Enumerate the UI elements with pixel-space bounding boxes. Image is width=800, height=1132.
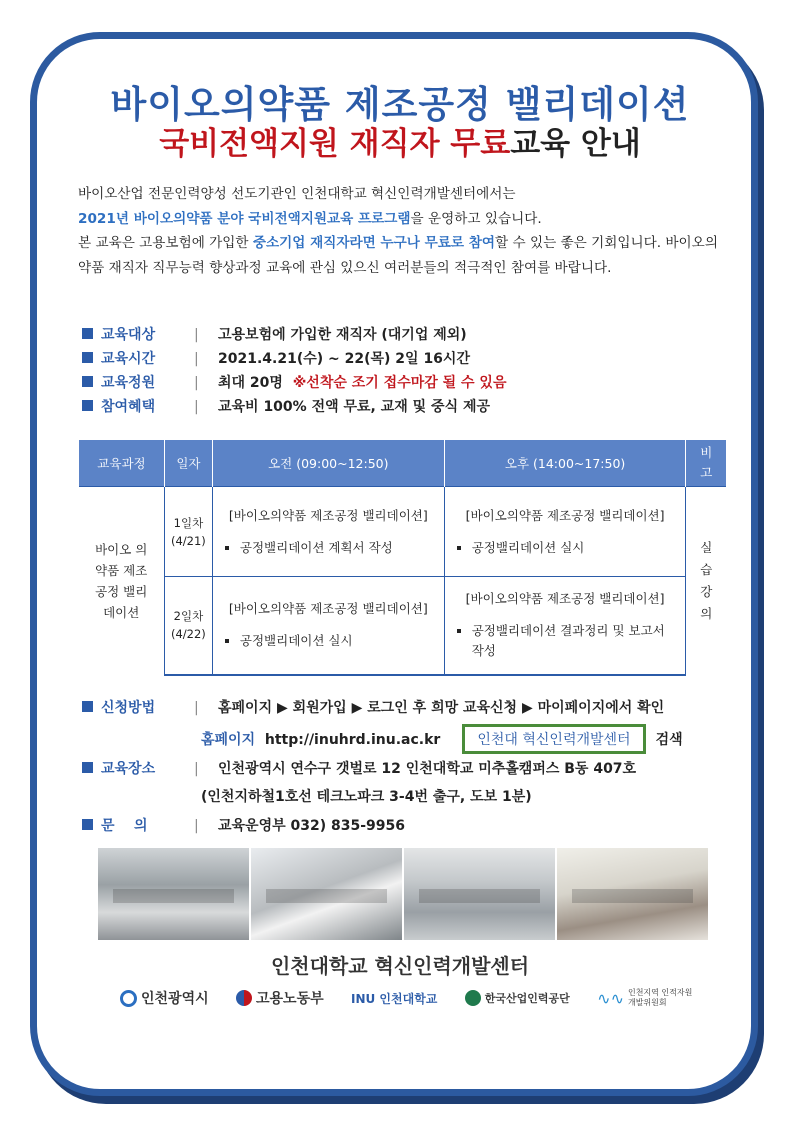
- pm-heading: [바이오의약품 제조공정 밸리데이션]: [465, 507, 665, 523]
- pm-heading: [바이오의약품 제조공정 밸리데이션]: [465, 591, 665, 607]
- place-directions: (인천지하철1호선 테크노파크 3-4번 출구, 도보 1분): [201, 789, 532, 805]
- wave-icon: ∿∿: [597, 988, 624, 1008]
- page-title: 바이오의약품 제조공정 밸리데이션: [110, 83, 690, 126]
- logo-inu: [351, 990, 437, 1007]
- table-row: [79, 577, 727, 675]
- place-address: 인천광역시 연수구 갯벌로 12 인천대학교 미추홀캠퍼스 B동 407호: [218, 761, 637, 777]
- day-label: 2일차: [173, 609, 204, 624]
- info-value: 고용보험에 가입한 재직자 (대기업 제외): [218, 327, 467, 343]
- bullet-square-icon: [82, 762, 93, 773]
- bullet-square-icon: [82, 400, 93, 411]
- bullet-square-icon: [82, 819, 93, 830]
- pm-cell: [444, 487, 686, 577]
- intro-program-name: 2021년 바이오의약품 분야 국비전액지원교육 프로그램: [78, 210, 411, 227]
- footer-organization: 인천대학교 혁신인력개발센터: [270, 954, 530, 978]
- bullet-square-icon: [82, 352, 93, 363]
- table-header-row: [79, 440, 727, 487]
- day-label: 1일차: [173, 515, 204, 530]
- info-capacity: [82, 372, 506, 392]
- schedule-table: [78, 440, 726, 676]
- header-course: 교육과정: [79, 440, 165, 487]
- apply-steps: 홈페이지 ▶ 회원가입 ▶ 로그인 후 희망 교육신청 ▶ 마이페이지에서 확인: [218, 700, 665, 716]
- apply-method: [82, 697, 664, 717]
- taegeuk-icon: [236, 990, 252, 1006]
- page-subtitle: [0, 118, 800, 163]
- separator: |: [194, 375, 199, 391]
- logo-rsc: [597, 988, 700, 1008]
- separator: |: [194, 399, 199, 415]
- homepage-label: 홈페이지: [201, 732, 256, 748]
- am-heading: [바이오의약품 제조공정 밸리데이션]: [228, 507, 428, 523]
- bullet-square-icon: [82, 701, 93, 712]
- header-am: 오전 (09:00~12:50): [212, 440, 444, 487]
- info-target: [82, 324, 467, 344]
- separator: |: [194, 327, 199, 343]
- hrd-korea-icon: [465, 990, 481, 1006]
- separator: |: [194, 818, 199, 834]
- info-note: ※선착순 조기 접수마감 될 수 있음: [292, 375, 507, 391]
- contact-value: 교육운영부 032) 835-9956: [218, 818, 405, 834]
- separator: |: [194, 351, 199, 367]
- logo-ministry: [236, 988, 324, 1008]
- bullet-square-icon: [82, 328, 93, 339]
- intro-paragraph: [78, 182, 726, 280]
- bullet-square-icon: [82, 376, 93, 387]
- partner-logos: [120, 988, 700, 1008]
- search-keyword-box: 인천대 혁신인력개발센터: [462, 724, 645, 754]
- pm-item: ▪ 공정밸리데이션 결과정리 및 보고서 작성: [472, 621, 677, 661]
- facility-photos: [98, 848, 710, 940]
- place-label: 교육장소: [101, 761, 156, 777]
- info-label: 참여혜택: [101, 399, 156, 415]
- logo-text: 고용노동부: [256, 991, 324, 1007]
- intro-line-2: [78, 207, 726, 232]
- intro-line-3-pre: 본 교육은 고용보험에 가입한: [78, 235, 253, 251]
- logo-incheon-city: [120, 988, 209, 1008]
- subtitle-highlight: 국비전액지원 재직자 무료: [159, 126, 511, 162]
- info-value: 2021.4.21(수) ~ 22(목) 2일 16시간: [218, 351, 470, 367]
- am-cell: [212, 577, 444, 675]
- info-value: 최대 20명: [218, 375, 283, 391]
- contact: [82, 815, 405, 835]
- separator: |: [194, 700, 199, 716]
- pm-item: ▪ 공정밸리데이션 실시: [472, 538, 677, 558]
- search-word: 검색: [655, 732, 683, 748]
- classroom-photo: [404, 848, 557, 940]
- intro-line-2-rest: 을 운영하고 있습니다.: [410, 210, 542, 227]
- remark-cell: 실습 강의: [686, 487, 726, 675]
- header-pm: 오후 (14:00~17:50): [444, 440, 686, 487]
- logo-hrd-korea: [465, 990, 570, 1006]
- am-item: ▪ 공정밸리데이션 계획서 작성: [240, 538, 435, 558]
- intro-highlight: 중소기업 재직자라면 누구나 무료로 참여: [252, 235, 496, 251]
- am-heading: [바이오의약품 제조공정 밸리데이션]: [228, 601, 428, 617]
- homepage-line: [201, 724, 683, 754]
- day-date: (4/22): [171, 627, 206, 642]
- classroom-photo: [557, 848, 710, 940]
- am-cell: [212, 487, 444, 577]
- info-value: 교육비 100% 전액 무료, 교재 및 중식 제공: [218, 399, 491, 415]
- contact-label: 문 의: [101, 818, 148, 834]
- incheon-logo-icon: [120, 990, 137, 1007]
- intro-line-3-post: 할 수 있는 좋은 기회입니다. 바이오의약품 재직자 직무능력 향상과정 교육에 관심 있으신 여러분들의 적극적인 참여를 바랍니다.: [78, 235, 718, 276]
- header-remark: 비고: [686, 440, 726, 487]
- intro-line-3: [78, 231, 726, 280]
- apply-label: 신청방법: [101, 700, 156, 716]
- info-label: 교육시간: [101, 351, 156, 367]
- info-label: 교육정원: [101, 375, 156, 391]
- logo-text: 인천광역시: [141, 991, 209, 1007]
- logo-text: 한국산업인력공단: [484, 992, 570, 1005]
- table-row: [79, 487, 727, 577]
- separator: |: [194, 761, 199, 777]
- am-item: ▪ 공정밸리데이션 실시: [240, 631, 435, 651]
- homepage-url[interactable]: http://inuhrd.inu.ac.kr: [264, 732, 441, 748]
- day-date: (4/21): [171, 533, 206, 548]
- course-name: 바이오 의약품 제조공정 밸리데이션: [79, 487, 165, 675]
- pm-cell: [444, 577, 686, 675]
- info-label: 교육대상: [101, 327, 156, 343]
- info-benefit: [82, 396, 490, 416]
- day-cell: [164, 577, 212, 675]
- edu-place: [82, 758, 636, 778]
- header-date: 일자: [164, 440, 212, 487]
- logo-text: INU 인천대학교: [351, 991, 438, 1006]
- day-cell: [164, 487, 212, 577]
- lab-photo: [98, 848, 251, 940]
- intro-line-1: 바이오산업 전문인력양성 선도기관인 인천대학교 혁신인력개발센터에서는: [78, 186, 516, 202]
- subtitle-rest: 교육 안내: [510, 126, 641, 162]
- info-time: [82, 348, 470, 368]
- lab-photo: [251, 848, 404, 940]
- logo-text: 인천지역 인적자원개발위원회: [627, 988, 693, 1007]
